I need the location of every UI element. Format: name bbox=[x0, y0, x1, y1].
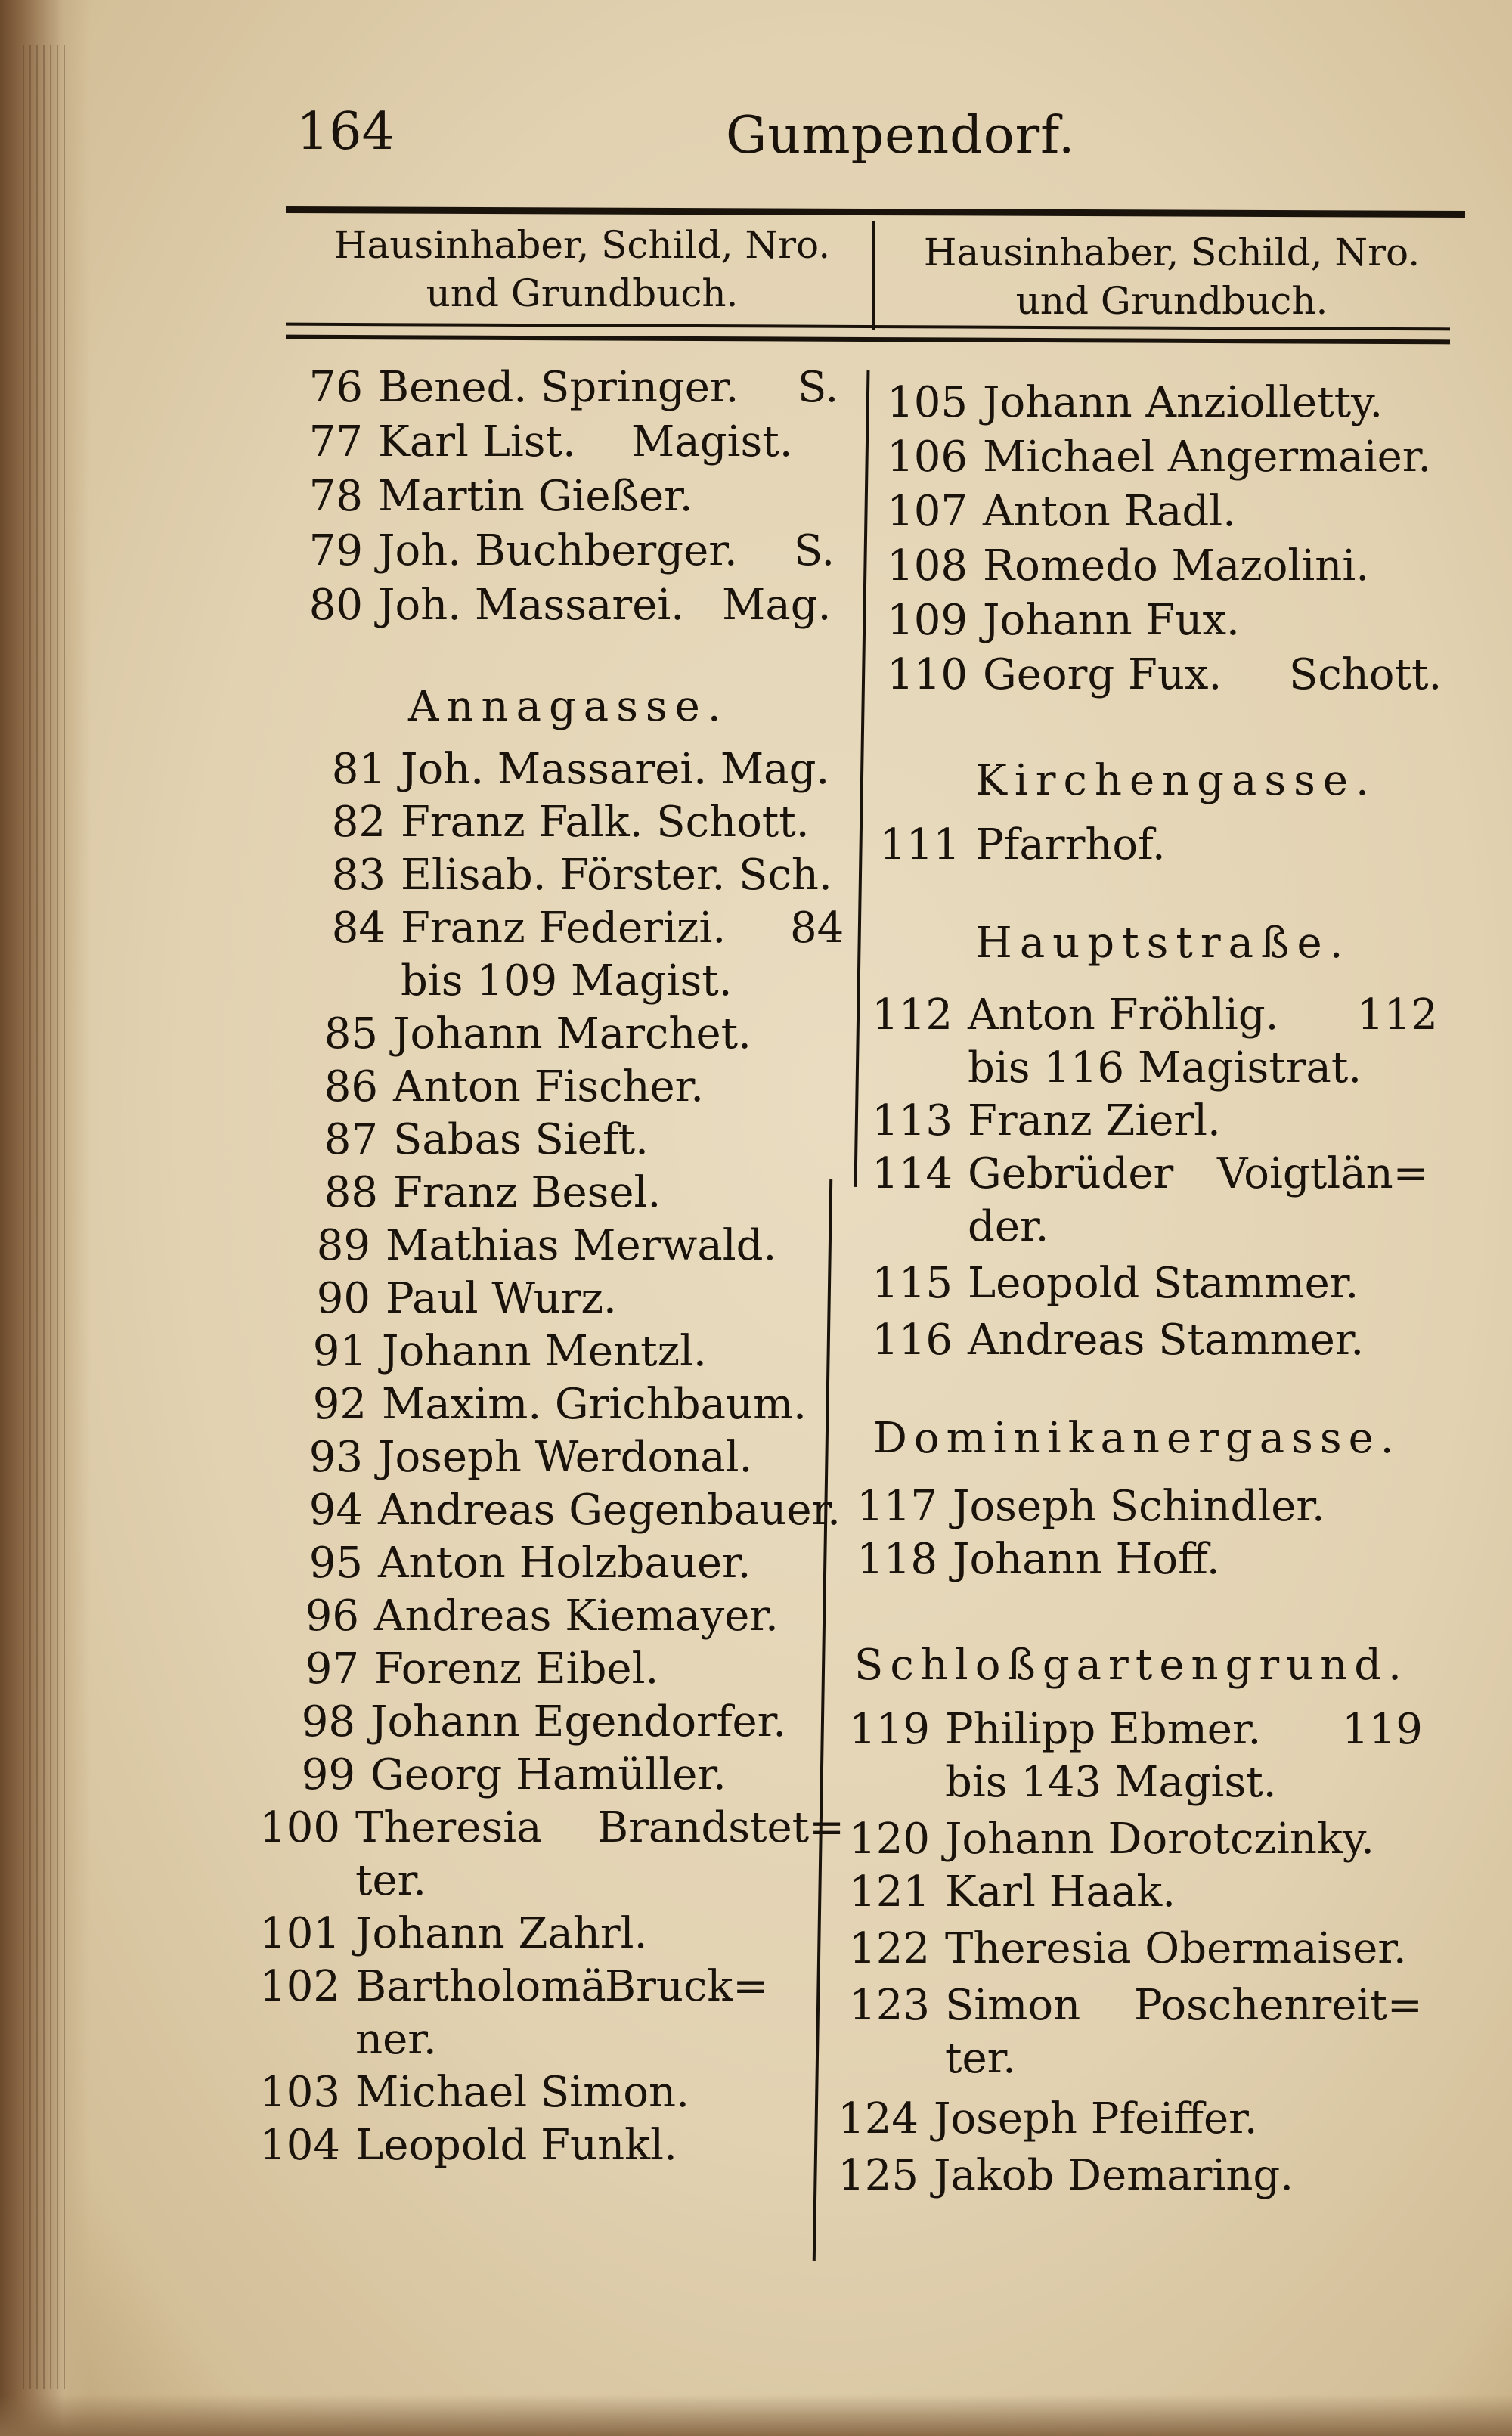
owner-name: Joh. Massarei. Mag. bbox=[401, 745, 830, 794]
house-number: 112 bbox=[872, 990, 953, 1040]
house-number: 76 bbox=[308, 363, 363, 412]
owner-name: Andreas Stammer. bbox=[968, 1316, 1365, 1365]
owner-name: Georg Fux. bbox=[983, 650, 1222, 699]
house-number: 87 bbox=[324, 1115, 378, 1164]
owner-name-part: Brandstet= bbox=[597, 1803, 845, 1852]
owner-name: Gebrüder bbox=[968, 1149, 1174, 1198]
house-number: 121 bbox=[849, 1867, 930, 1917]
entry-100-continuation: ter. bbox=[355, 1856, 427, 1905]
house-number: 118 bbox=[857, 1535, 937, 1584]
owner-name: Karl List. bbox=[378, 417, 576, 466]
owner-name: Joseph Werdonal. bbox=[378, 1433, 753, 1482]
owner-name: Sabas Sieft. bbox=[393, 1115, 649, 1164]
owner-status: S. bbox=[794, 526, 835, 575]
column-header-right-line1: Hausinhaber, Schild, Nro. bbox=[923, 231, 1421, 274]
book-gutter bbox=[0, 0, 91, 2436]
house-number: 83 bbox=[331, 851, 386, 900]
column-header-right-line2: und Grundbuch. bbox=[1015, 279, 1328, 323]
owner-name: Franz Falk. Schott. bbox=[401, 798, 810, 847]
column-header-left-line1: Hausinhaber, Schild, Nro. bbox=[333, 223, 831, 267]
house-number: 79 bbox=[308, 526, 363, 575]
owner-name: Joh. Massarei. bbox=[378, 581, 685, 630]
entry-119-continuation: bis 143 Magist. bbox=[945, 1758, 1277, 1807]
owner-name: Leopold Stammer. bbox=[968, 1259, 1359, 1308]
house-number: 111 bbox=[879, 820, 960, 869]
header-rule-top bbox=[286, 206, 1465, 218]
owner-status: S. bbox=[798, 363, 839, 412]
owner-status: Magist. bbox=[631, 417, 793, 466]
owner-name: Johann Anziolletty. bbox=[983, 378, 1383, 427]
owner-name: Karl Haak. bbox=[945, 1867, 1176, 1917]
entry-114-continuation: der. bbox=[968, 1202, 1049, 1251]
owner-name: Joh. Buchberger. bbox=[378, 526, 738, 575]
house-number: 90 bbox=[316, 1274, 370, 1323]
house-number: 102 bbox=[259, 1962, 340, 2011]
owner-name: Elisab. Förster. Sch. bbox=[401, 851, 832, 900]
house-number: 85 bbox=[324, 1009, 378, 1058]
column-header-left-line2: und Grundbuch. bbox=[426, 271, 739, 315]
house-number: 82 bbox=[331, 798, 386, 847]
house-number: 117 bbox=[857, 1482, 937, 1531]
house-number: 109 bbox=[887, 596, 968, 645]
house-number: 103 bbox=[259, 2068, 340, 2117]
owner-name: Bartholomä bbox=[355, 1962, 606, 2011]
owner-name: Philipp Ebmer. bbox=[945, 1705, 1262, 1754]
house-number: 105 bbox=[887, 378, 968, 427]
house-number: 92 bbox=[312, 1380, 367, 1429]
owner-name-part: Bruck= bbox=[605, 1962, 769, 2011]
house-number: 123 bbox=[849, 1981, 930, 2030]
number-range-start: 119 bbox=[1342, 1705, 1423, 1754]
number-range-start: 112 bbox=[1357, 990, 1438, 1040]
entry-123-continuation: ter. bbox=[945, 2034, 1017, 2083]
owner-name: Joseph Schindler. bbox=[953, 1482, 1325, 1531]
house-number: 96 bbox=[305, 1591, 359, 1641]
owner-name: Bened. Springer. bbox=[378, 363, 739, 412]
house-number: 113 bbox=[872, 1096, 953, 1145]
owner-name: Johann Mentzl. bbox=[382, 1327, 707, 1376]
house-number: 77 bbox=[308, 417, 363, 466]
house-number: 95 bbox=[308, 1539, 363, 1588]
running-head: Gumpendorf. bbox=[726, 106, 1076, 166]
house-number: 120 bbox=[849, 1815, 930, 1864]
street-heading-schlossgartengrund: Schloßgartengrund. bbox=[854, 1641, 1408, 1690]
house-number: 84 bbox=[331, 903, 386, 953]
owner-name: Romedo Mazolini. bbox=[983, 541, 1370, 590]
column-header-left bbox=[287, 221, 877, 318]
owner-name: Michael Angermaier. bbox=[983, 432, 1432, 482]
page-edges bbox=[23, 45, 68, 2389]
owner-name: Johann Fux. bbox=[983, 596, 1240, 645]
house-number: 88 bbox=[324, 1168, 378, 1217]
owner-name: Johann Marchet. bbox=[393, 1009, 751, 1058]
column-divider-upper bbox=[854, 370, 870, 1187]
house-number: 99 bbox=[301, 1750, 355, 1799]
street-heading-kirchengasse: Kirchengasse. bbox=[975, 756, 1377, 805]
house-number: 115 bbox=[872, 1259, 953, 1308]
owner-name: Mathias Merwald. bbox=[386, 1221, 777, 1270]
house-number: 89 bbox=[316, 1221, 370, 1270]
house-number: 125 bbox=[838, 2151, 919, 2200]
owner-name: Georg Hamüller. bbox=[370, 1750, 727, 1799]
entry-102-continuation: ner. bbox=[355, 2015, 437, 2064]
owner-name: Theresia bbox=[355, 1803, 542, 1852]
house-number: 94 bbox=[308, 1486, 363, 1535]
house-number: 116 bbox=[872, 1316, 953, 1365]
column-header-right bbox=[877, 228, 1467, 325]
number-range-start: 84 bbox=[790, 903, 844, 953]
house-number: 114 bbox=[872, 1149, 953, 1198]
house-number: 80 bbox=[308, 581, 363, 630]
owner-name: Andreas Gegenbauer. bbox=[378, 1486, 841, 1535]
owner-name: Martin Gießer. bbox=[378, 472, 693, 521]
owner-name: Johann Dorotczinky. bbox=[945, 1815, 1374, 1864]
house-number: 107 bbox=[887, 487, 968, 536]
house-number: 78 bbox=[308, 472, 363, 521]
owner-name: Forenz Eibel. bbox=[374, 1644, 659, 1694]
owner-name: Anton Holzbauer. bbox=[378, 1539, 751, 1588]
owner-name: Johann Zahrl. bbox=[355, 1909, 648, 1958]
house-number: 100 bbox=[259, 1803, 340, 1852]
owner-name: Anton Radl. bbox=[983, 487, 1236, 536]
entry-112-continuation: bis 116 Magistrat. bbox=[968, 1043, 1362, 1092]
owner-name: Leopold Funkl. bbox=[355, 2121, 677, 2170]
owner-status: Mag. bbox=[722, 581, 832, 630]
house-number: 81 bbox=[331, 745, 386, 794]
owner-name: Pfarrhof. bbox=[975, 820, 1166, 869]
house-number: 101 bbox=[259, 1909, 340, 1958]
owner-name: Jakob Demaring. bbox=[934, 2151, 1294, 2200]
owner-name: Theresia Obermaiser. bbox=[945, 1924, 1407, 1973]
house-number: 106 bbox=[887, 432, 968, 482]
owner-name: Simon bbox=[945, 1981, 1081, 2030]
owner-name: Paul Wurz. bbox=[386, 1274, 617, 1323]
owner-name: Franz Zierl. bbox=[968, 1096, 1221, 1145]
street-heading-annagasse: Annagasse. bbox=[408, 682, 729, 731]
house-number: 119 bbox=[849, 1705, 930, 1754]
house-number: 93 bbox=[308, 1433, 363, 1482]
owner-name-part: Voigtlän= bbox=[1217, 1149, 1429, 1198]
house-number: 91 bbox=[312, 1327, 367, 1376]
owner-status: Schott. bbox=[1289, 650, 1442, 699]
house-number: 86 bbox=[324, 1062, 378, 1111]
owner-name: Johann Egendorfer. bbox=[370, 1697, 787, 1746]
header-divider bbox=[872, 221, 875, 330]
street-heading-hauptstrasse: Hauptstraße. bbox=[975, 919, 1351, 968]
owner-name: Andreas Kiemayer. bbox=[374, 1591, 779, 1641]
house-number: 104 bbox=[259, 2121, 340, 2170]
entry-84-continuation: bis 109 Magist. bbox=[401, 956, 733, 1006]
street-heading-dominikanergasse: Dominikanergasse. bbox=[873, 1414, 1401, 1463]
house-number: 98 bbox=[301, 1697, 355, 1746]
house-number: 108 bbox=[887, 541, 968, 590]
owner-name: Anton Fischer. bbox=[393, 1062, 705, 1111]
house-number: 110 bbox=[887, 650, 968, 699]
page-bottom-edge bbox=[0, 2394, 1512, 2436]
owner-name: Anton Fröhlig. bbox=[968, 990, 1279, 1040]
house-number: 122 bbox=[849, 1924, 930, 1973]
owner-name: Maxim. Grichbaum. bbox=[382, 1380, 807, 1429]
owner-name: Franz Federizi. bbox=[401, 903, 727, 953]
owner-name: Joseph Pfeiffer. bbox=[934, 2094, 1258, 2143]
owner-name: Franz Besel. bbox=[393, 1168, 662, 1217]
owner-name-part: Poschenreit= bbox=[1134, 1981, 1423, 2030]
house-number: 97 bbox=[305, 1644, 359, 1694]
house-number: 124 bbox=[838, 2094, 919, 2143]
owner-name: Johann Hoff. bbox=[953, 1535, 1220, 1584]
owner-name: Michael Simon. bbox=[355, 2068, 689, 2117]
page-number: 164 bbox=[296, 102, 395, 162]
header-rule-bottom-thick bbox=[286, 335, 1450, 345]
